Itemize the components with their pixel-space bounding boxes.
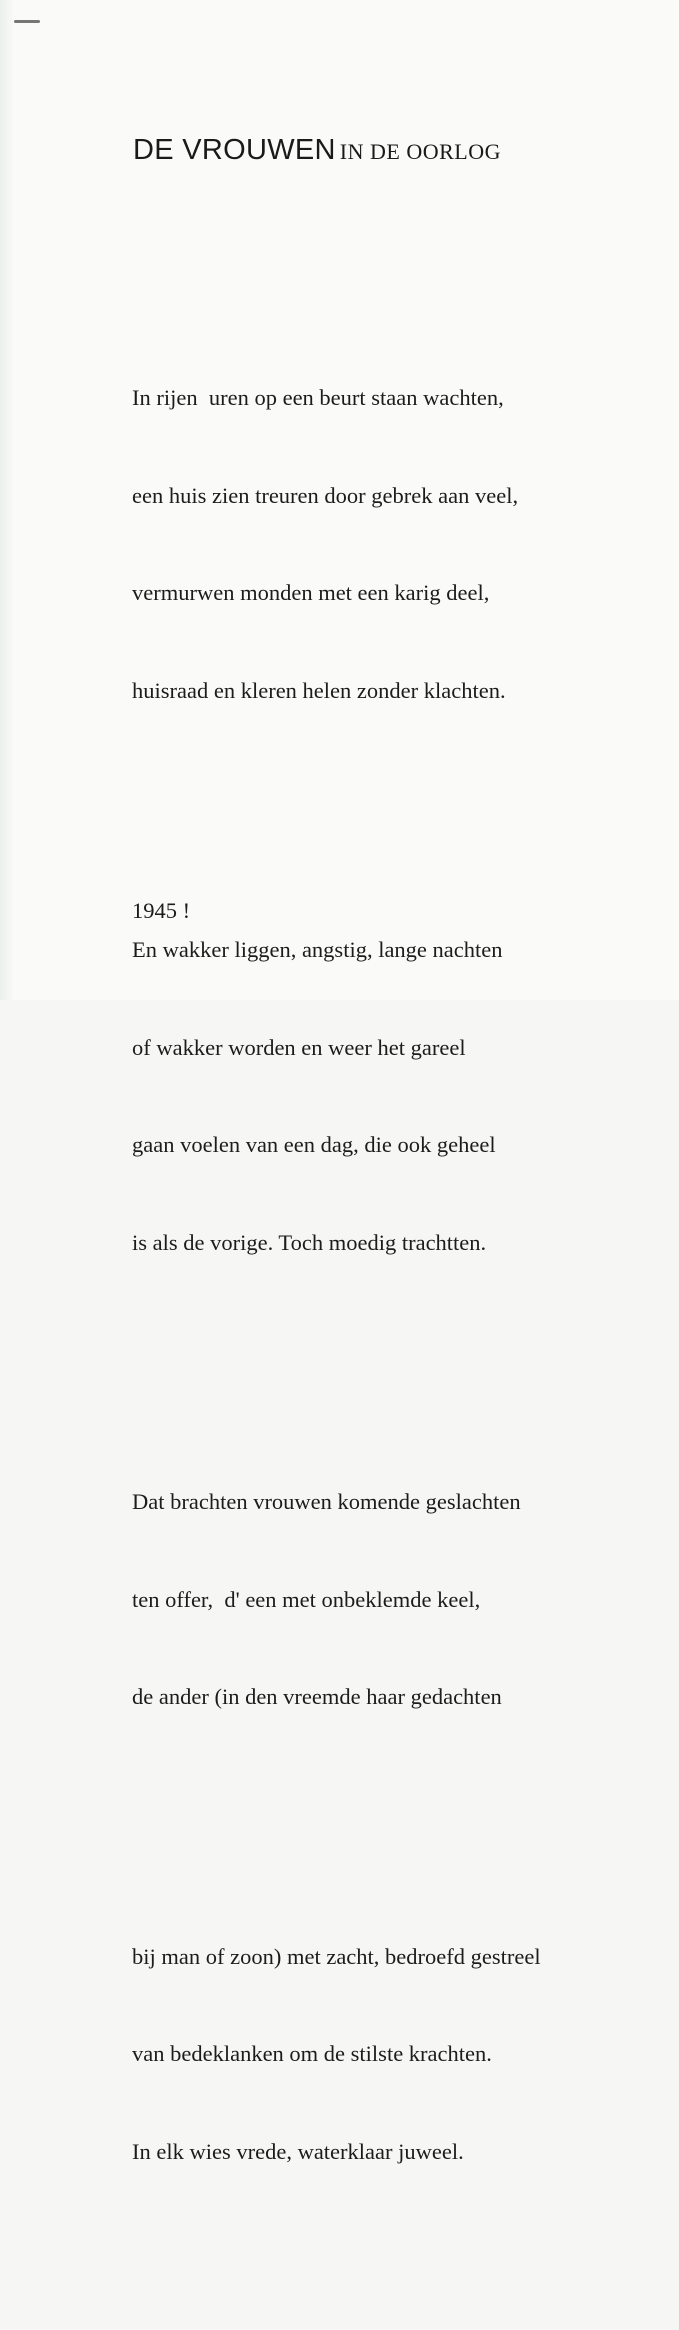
poem-line: is als de vorige. Toch moedig trachtten. (132, 1229, 487, 1255)
scan-shadow-edge (0, 0, 14, 1000)
poem-line: Dat brachten vrouwen komende geslachten (132, 1489, 521, 1514)
poem-line: de ander (in den vreemde haar gedachten (132, 1684, 502, 1709)
stanza-3 (132, 1421, 541, 1779)
poem-line: In elk wies vrede, waterklaar juweel. (132, 2138, 464, 2164)
poem-line: bij man of zoon) met zacht, bedroefd gestreel (132, 1943, 541, 1969)
poem-line: gaan voelen van een dag, die ook geheel (132, 1132, 496, 1157)
poem-line: of wakker worden en weer het gareel (132, 1034, 466, 1060)
poem-line: een huis zien treuren door gebrek aan veel, (132, 482, 519, 508)
poem-date: 1945 ! (132, 898, 191, 923)
scan-speck-mark (14, 20, 40, 23)
poem-title-main: DE VROUWEN (133, 134, 336, 166)
poem-line: vermurwen monden met een karig deel, (132, 580, 490, 605)
poem-line: ten offer, d' een met onbeklemde keel, (132, 1586, 481, 1612)
stanza-2 (132, 869, 541, 1324)
poem-line: van bedeklanken om de stilste krachten. (132, 2041, 492, 2066)
stanza-1 (132, 317, 541, 772)
poem-title (133, 134, 501, 167)
poem-body (132, 252, 541, 2330)
poem-line: In rijen uren op een beurt staan wachten, (132, 385, 504, 410)
poem-title-sub: IN DE OORLOG (339, 139, 501, 164)
poem-line: huisraad en kleren helen zonder klachten. (132, 677, 506, 703)
stanza-4 (132, 1876, 541, 2234)
poem-line: En wakker liggen, angstig, lange nachten (132, 937, 503, 962)
